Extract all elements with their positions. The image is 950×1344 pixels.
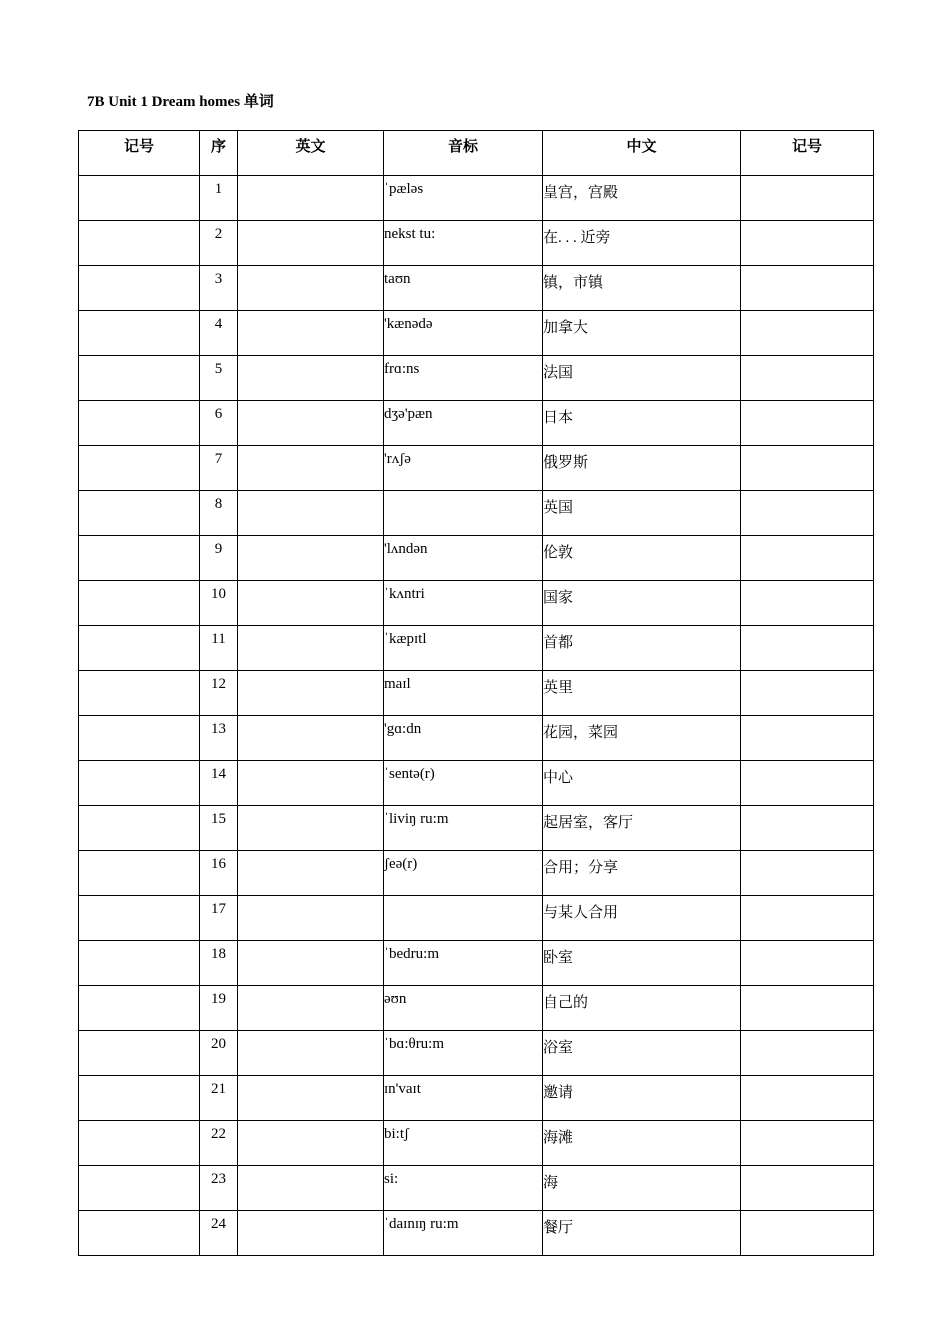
table-header-row [79, 131, 874, 176]
phonetic-cell: 'rʌʃə [384, 446, 543, 491]
row-number: 5 [200, 356, 238, 401]
phonetic-cell: ˈliviŋ ru:m [384, 806, 543, 851]
mark-cell-left [79, 896, 200, 941]
table-row [79, 311, 874, 356]
mark-cell-right [741, 806, 874, 851]
table-body [79, 176, 874, 1256]
english-cell [238, 986, 384, 1031]
phonetic-cell: 'lʌndən [384, 536, 543, 581]
row-number: 19 [200, 986, 238, 1031]
mark-cell-right [741, 986, 874, 1031]
mark-cell-right [741, 401, 874, 446]
table-row [79, 401, 874, 446]
header-english: 英文 [238, 131, 384, 176]
table-row [79, 581, 874, 626]
row-number: 3 [200, 266, 238, 311]
mark-cell-left [79, 1166, 200, 1211]
english-cell [238, 671, 384, 716]
chinese-cell: 自己的 [543, 986, 741, 1031]
mark-cell-left [79, 806, 200, 851]
table-row [79, 896, 874, 941]
phonetic-cell: bi:tʃ [384, 1121, 543, 1166]
mark-cell-left [79, 1211, 200, 1256]
phonetic-cell: 'gɑ:dn [384, 716, 543, 761]
mark-cell-right [741, 1121, 874, 1166]
table-row [79, 221, 874, 266]
english-cell [238, 581, 384, 626]
mark-cell-right [741, 671, 874, 716]
chinese-cell: 卧室 [543, 941, 741, 986]
chinese-cell: 花园，菜园 [543, 716, 741, 761]
mark-cell-left [79, 671, 200, 716]
english-cell [238, 626, 384, 671]
chinese-cell: 日本 [543, 401, 741, 446]
chinese-cell: 俄罗斯 [543, 446, 741, 491]
mark-cell-right [741, 851, 874, 896]
header-number: 序 [200, 131, 238, 176]
mark-cell-left [79, 1076, 200, 1121]
phonetic-cell: ˈkæpɪtl [384, 626, 543, 671]
mark-cell-left [79, 941, 200, 986]
chinese-cell: 中心 [543, 761, 741, 806]
english-cell [238, 806, 384, 851]
english-cell [238, 1121, 384, 1166]
chinese-cell: 镇，市镇 [543, 266, 741, 311]
row-number: 15 [200, 806, 238, 851]
chinese-cell: 海滩 [543, 1121, 741, 1166]
mark-cell-left [79, 761, 200, 806]
chinese-cell: 在. . . 近旁 [543, 221, 741, 266]
phonetic-cell [384, 896, 543, 941]
mark-cell-right [741, 761, 874, 806]
mark-cell-right [741, 896, 874, 941]
mark-cell-left [79, 446, 200, 491]
mark-cell-left [79, 356, 200, 401]
row-number: 13 [200, 716, 238, 761]
english-cell [238, 896, 384, 941]
header-mark-right: 记号 [741, 131, 874, 176]
phonetic-cell: ˈpæləs [384, 176, 543, 221]
chinese-cell: 加拿大 [543, 311, 741, 356]
mark-cell-left [79, 536, 200, 581]
table-row [79, 671, 874, 716]
row-number: 18 [200, 941, 238, 986]
chinese-cell: 浴室 [543, 1031, 741, 1076]
chinese-cell: 海 [543, 1166, 741, 1211]
table-row [79, 446, 874, 491]
table-row [79, 536, 874, 581]
english-cell [238, 851, 384, 896]
chinese-cell: 起居室，客厅 [543, 806, 741, 851]
row-number: 4 [200, 311, 238, 356]
chinese-cell: 皇宫，宫殿 [543, 176, 741, 221]
phonetic-cell: ˈkʌntri [384, 581, 543, 626]
mark-cell-right [741, 356, 874, 401]
chinese-cell: 国家 [543, 581, 741, 626]
chinese-cell: 与某人合用 [543, 896, 741, 941]
header-chinese: 中文 [543, 131, 741, 176]
mark-cell-right [741, 1166, 874, 1211]
mark-cell-left [79, 221, 200, 266]
table-row [79, 1166, 874, 1211]
chinese-cell: 英国 [543, 491, 741, 536]
row-number: 12 [200, 671, 238, 716]
table-row [79, 1031, 874, 1076]
phonetic-cell: ˈbedru:m [384, 941, 543, 986]
mark-cell-left [79, 176, 200, 221]
row-number: 17 [200, 896, 238, 941]
row-number: 21 [200, 1076, 238, 1121]
mark-cell-right [741, 581, 874, 626]
table-row [79, 1076, 874, 1121]
row-number: 14 [200, 761, 238, 806]
table-row [79, 266, 874, 311]
row-number: 10 [200, 581, 238, 626]
mark-cell-left [79, 581, 200, 626]
mark-cell-left [79, 626, 200, 671]
row-number: 8 [200, 491, 238, 536]
chinese-cell: 伦敦 [543, 536, 741, 581]
table-row [79, 806, 874, 851]
english-cell [238, 941, 384, 986]
mark-cell-left [79, 491, 200, 536]
row-number: 23 [200, 1166, 238, 1211]
phonetic-cell: frɑ:ns [384, 356, 543, 401]
row-number: 2 [200, 221, 238, 266]
header-mark-left: 记号 [79, 131, 200, 176]
chinese-cell: 法国 [543, 356, 741, 401]
english-cell [238, 1076, 384, 1121]
vocabulary-table [78, 130, 874, 1256]
english-cell [238, 536, 384, 581]
mark-cell-left [79, 401, 200, 446]
mark-cell-left [79, 716, 200, 761]
mark-cell-left [79, 851, 200, 896]
mark-cell-right [741, 626, 874, 671]
english-cell [238, 221, 384, 266]
chinese-cell: 首都 [543, 626, 741, 671]
row-number: 22 [200, 1121, 238, 1166]
english-cell [238, 266, 384, 311]
english-cell [238, 356, 384, 401]
row-number: 7 [200, 446, 238, 491]
chinese-cell: 英里 [543, 671, 741, 716]
row-number: 16 [200, 851, 238, 896]
phonetic-cell: nekst tu: [384, 221, 543, 266]
chinese-cell: 餐厅 [543, 1211, 741, 1256]
english-cell [238, 311, 384, 356]
english-cell [238, 446, 384, 491]
mark-cell-right [741, 491, 874, 536]
english-cell [238, 1166, 384, 1211]
mark-cell-right [741, 716, 874, 761]
mark-cell-right [741, 1031, 874, 1076]
phonetic-cell: 'kænədə [384, 311, 543, 356]
table-row [79, 851, 874, 896]
table-row [79, 356, 874, 401]
table-row [79, 491, 874, 536]
row-number: 24 [200, 1211, 238, 1256]
phonetic-cell: ɪn'vaɪt [384, 1076, 543, 1121]
mark-cell-right [741, 176, 874, 221]
mark-cell-right [741, 311, 874, 356]
table-row [79, 761, 874, 806]
table-row [79, 176, 874, 221]
row-number: 1 [200, 176, 238, 221]
table-row [79, 986, 874, 1031]
mark-cell-left [79, 266, 200, 311]
english-cell [238, 1031, 384, 1076]
chinese-cell: 邀请 [543, 1076, 741, 1121]
mark-cell-left [79, 1121, 200, 1166]
phonetic-cell [384, 491, 543, 536]
mark-cell-right [741, 266, 874, 311]
document-title: 7B Unit 1 Dream homes 单词 [87, 94, 274, 110]
chinese-cell: 合用；分享 [543, 851, 741, 896]
phonetic-cell: ˈdaɪnɪŋ ru:m [384, 1211, 543, 1256]
row-number: 6 [200, 401, 238, 446]
mark-cell-left [79, 311, 200, 356]
row-number: 11 [200, 626, 238, 671]
mark-cell-right [741, 536, 874, 581]
table-row [79, 941, 874, 986]
row-number: 9 [200, 536, 238, 581]
english-cell [238, 401, 384, 446]
phonetic-cell: maɪl [384, 671, 543, 716]
mark-cell-left [79, 986, 200, 1031]
phonetic-cell: taʊn [384, 266, 543, 311]
english-cell [238, 1211, 384, 1256]
mark-cell-right [741, 221, 874, 266]
mark-cell-right [741, 446, 874, 491]
phonetic-cell: dʒə'pæn [384, 401, 543, 446]
phonetic-cell: əʊn [384, 986, 543, 1031]
english-cell [238, 176, 384, 221]
mark-cell-left [79, 1031, 200, 1076]
english-cell [238, 761, 384, 806]
mark-cell-right [741, 941, 874, 986]
phonetic-cell: si: [384, 1166, 543, 1211]
phonetic-cell: ˈbɑ:θru:m [384, 1031, 543, 1076]
phonetic-cell: ˈsentə(r) [384, 761, 543, 806]
header-phonetic: 音标 [384, 131, 543, 176]
table-row [79, 626, 874, 671]
row-number: 20 [200, 1031, 238, 1076]
table-row [79, 716, 874, 761]
mark-cell-right [741, 1211, 874, 1256]
table-row [79, 1211, 874, 1256]
mark-cell-right [741, 1076, 874, 1121]
phonetic-cell: ʃeə(r) [384, 851, 543, 896]
table-row [79, 1121, 874, 1166]
english-cell [238, 716, 384, 761]
english-cell [238, 491, 384, 536]
